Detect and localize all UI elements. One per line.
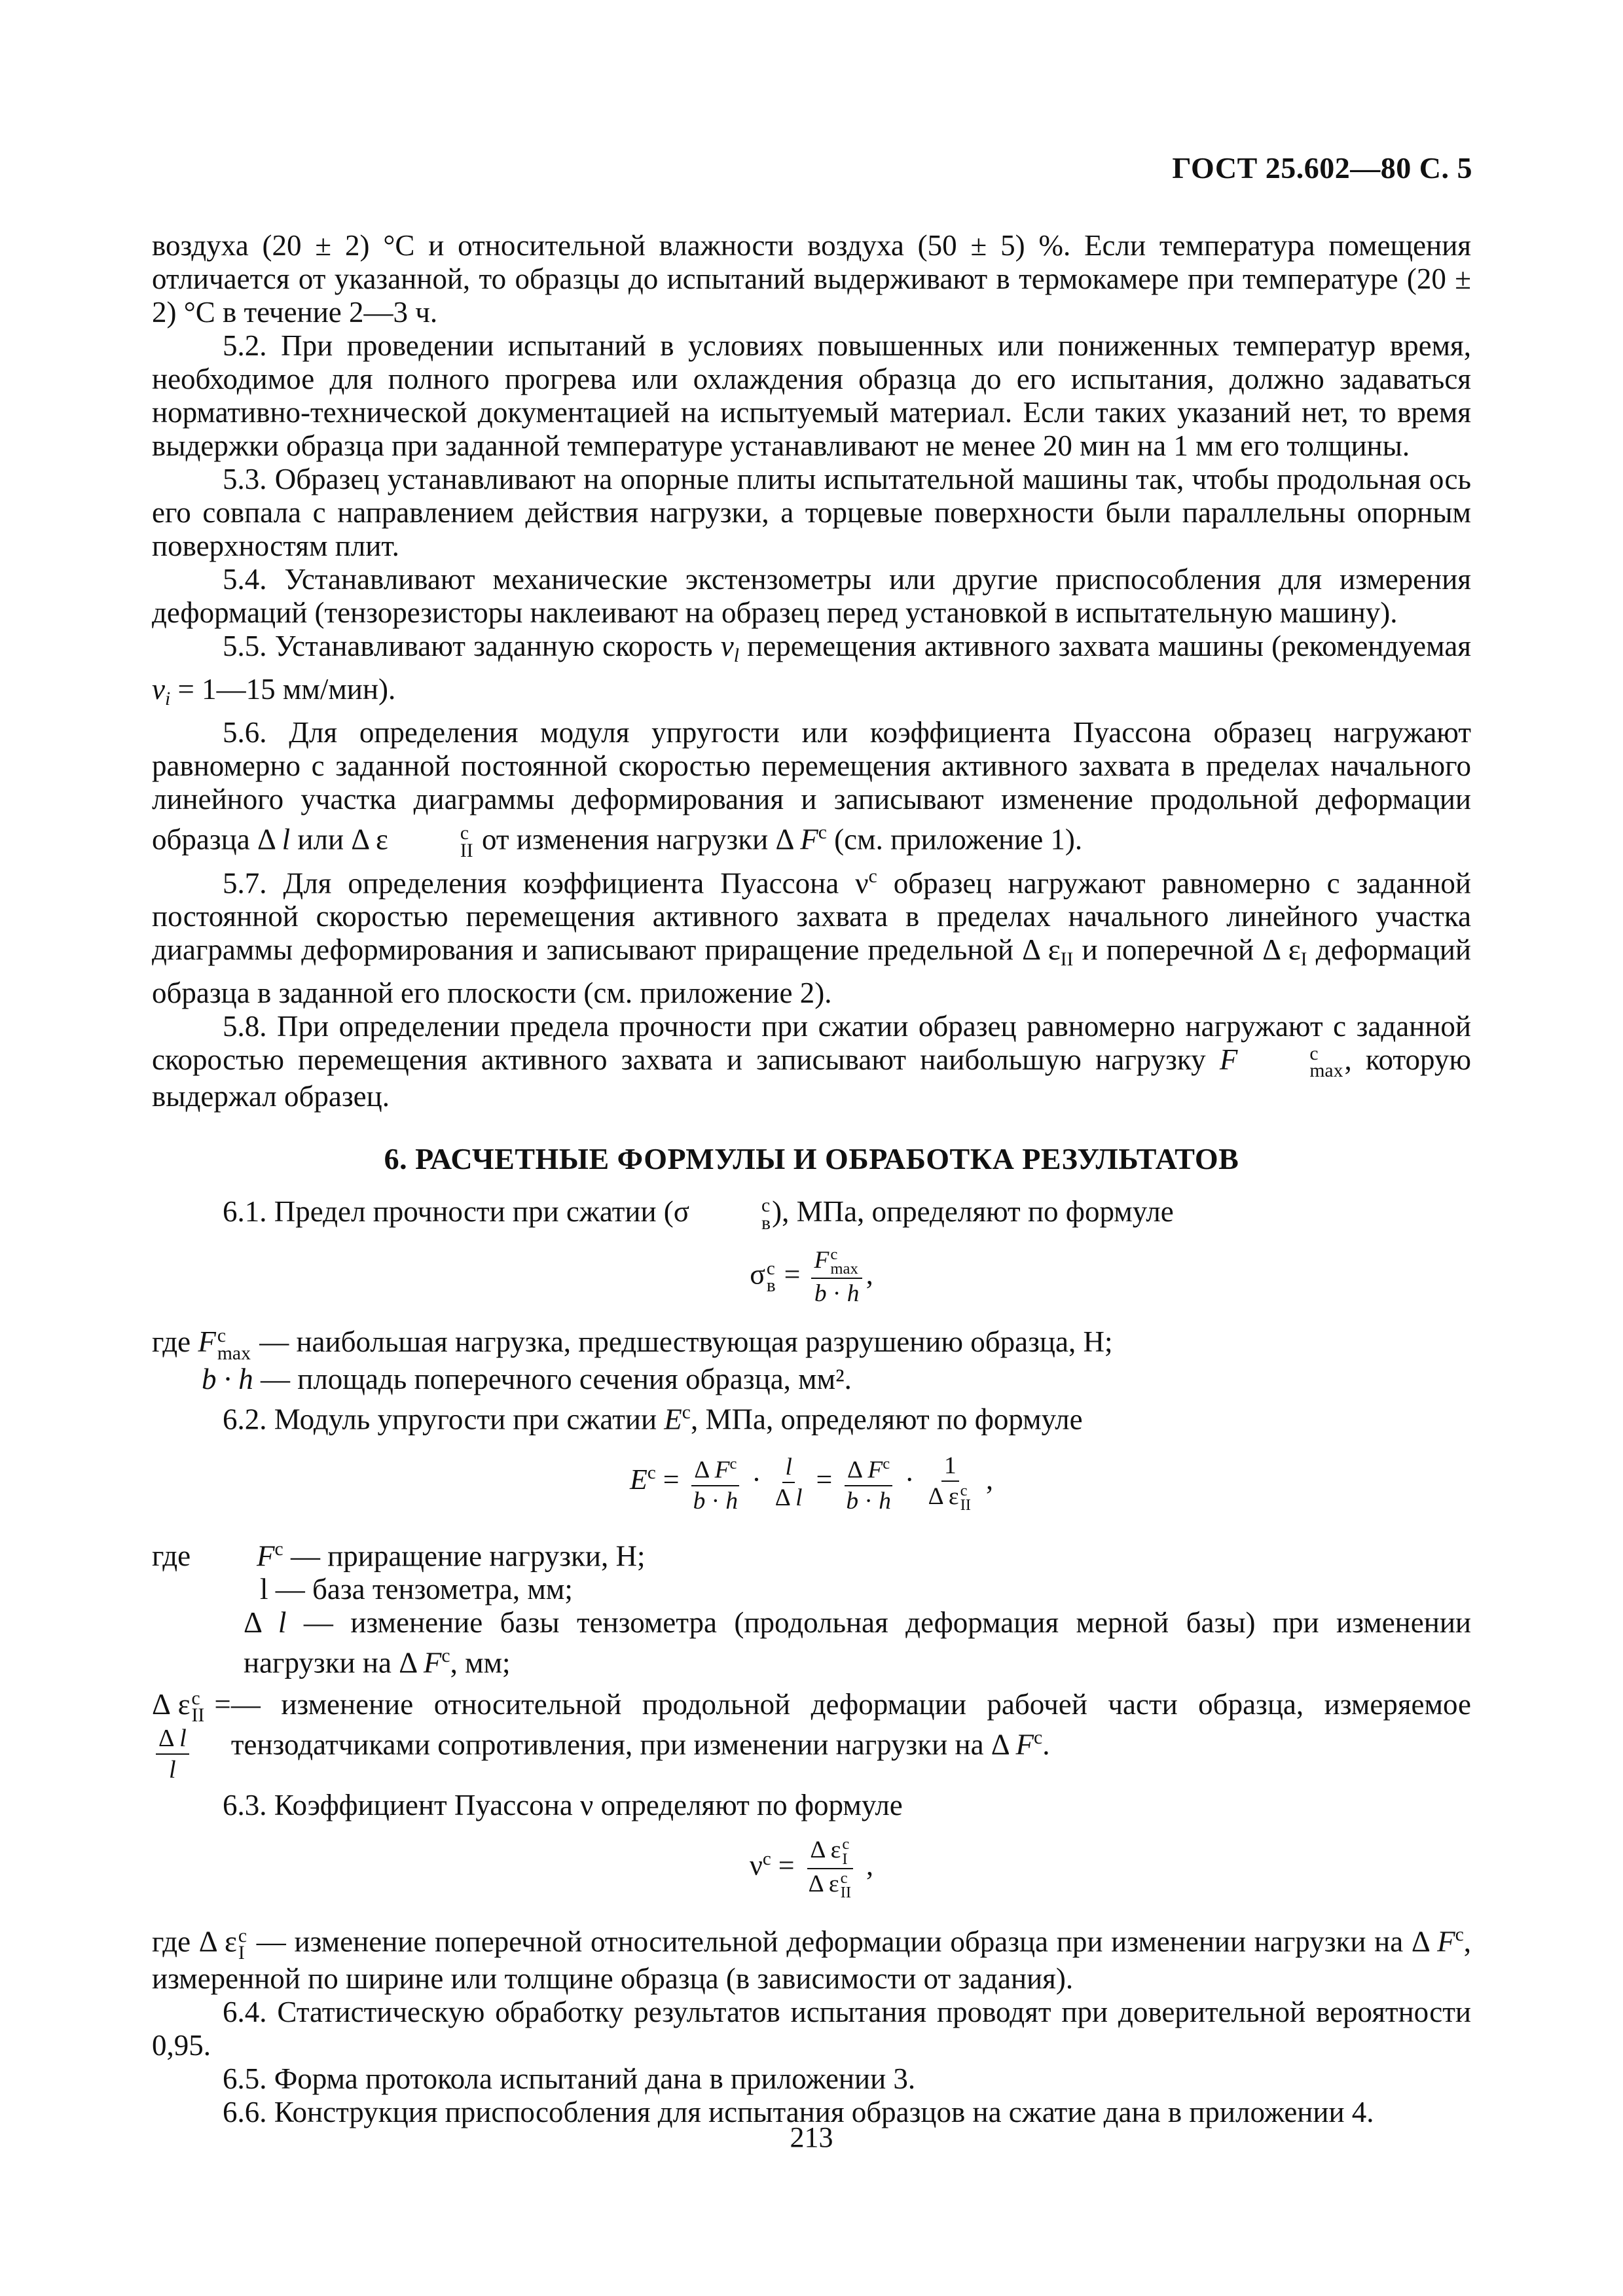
paragraph-5-4: 5.4. Устанавливают механические экстензометры или другие приспособления для измерения деформаций (тензорезисторы наклеивают на образец перед установкой в испытательную машину). [152,563,1471,629]
paragraph-6-5: 6.5. Форма протокола испытаний дана в приложении 3. [223,2062,916,2096]
page-header: ГОСТ 25.602—80 С. 5 [1172,151,1472,185]
formula-modulus: $E^c$ = $\frac{\Delta F^c}{b \cdot h}$ · $\frac{l}{\text{Δ l}}$ = $\frac{\Delta F^c}{b \cdot h}$ · 1 Δ ε c II , [152,1450,1471,1515]
page-number: 213 [790,2121,833,2153]
paragraph-6-3: 6.3. Коэффициент Пуассона ν определяют по формуле [223,1789,903,1822]
paragraph-continuation: воздуха (20 ± 2) °С и относительной влажности воздуха (50 ± 5) %. Если температура помещения отличается от указанной, то образцы до испытаний выдерживают в термокамере при температуре (20 ± 2) °С в течение 2—3 ч. [152,229,1471,329]
formula-poisson: $\nu^c$ = Δ ε c I Δ ε c II , [749,1835,874,1902]
paragraph-6-1: 6.1. Предел прочности при сжатии (σ c в ), МПа, определяют по формуле [223,1195,1174,1234]
document-body [152,229,1471,2129]
paragraph-6-4: 6.4. Статистическую обработку результатов испытания проводят при доверительной вероятности 0,95. [152,1996,1471,2062]
definition-base: l — база тензометра, мм; [260,1573,573,1606]
paragraph-5-5: 5.5. Устанавливают заданную скорость $v_l$ перемещения активного захвата машины (рекомендуемая $v_i$ = 1—15 мм/мин). [152,630,1471,709]
paragraph-5-3: 5.3. Образец устанавливают на опорные плиты испытательной машины так, чтобы продольная ось его совпала с направлением действия нагрузки, а торцевые поверхности были параллельны опорным поверхностям плит. [152,463,1471,562]
paragraph-5-2: 5.2. При проведении испытаний в условиях повышенных или пониженных температур время, необходимое для полного прогрева или охлаждения образца до его испытания, должно задаваться нормативно-технической документацией на испытуемый материал. Если таких указаний нет, то время выдержки образца при заданной температуре устанавливают не менее 20 мин на 1 мм его толщины. [152,329,1471,462]
section-title: 6. РАСЧЕТНЫЕ ФОРМУЛЫ И ОБРАБОТКА РЕЗУЛЬТАТОВ [384,1142,1239,1176]
definition-delta-eps-ii: Δ ε c II = $\frac{\text{Δ l}}{l}$ — изменение относительной продольной деформации рабочей части образца, измеряемое тензодатчиками сопротивления, при изменении нагрузки на Δ $F^c$. [152,1687,1471,1784]
definition-fc: где $F^c$ — приращение нагрузки, Н; [152,1538,646,1573]
definition-fmax: где F c max — наибольшая нагрузка, предшествующая разрушению образца, Н; [152,1325,1113,1365]
definition-delta-l: Δ l — изменение базы тензометра (продольная деформация мерной базы) при изменении нагрузки на Δ $F^c$, мм; [244,1606,1471,1679]
paragraph-5-6: 5.6. Для определения модуля упругости или коэффициента Пуассона образец нагружают равномерно с заданной постоянной скоростью перемещения активного захвата в пределах начального линейного участка диаграммы деформирования и записывают изменение продольной деформации образца Δ l или Δ ε c II от изменения нагрузки Δ $F^c$ (см. приложение 1). [152,715,1471,861]
definition-delta-eps-i: где Δ ε c I — изменение поперечной относительной деформации образца при изменении нагрузки на Δ $F^c$, измеренной по ширине или толщине образца (в зависимости от задания). [152,1924,1472,1996]
formula-strength: σ c в = F c max b · h , [750,1245,873,1308]
paragraph-5-7: 5.7. Для определения коэффициента Пуассона $\nu^c$ образец нагружают равномерно с заданной постоянной скоростью перемещения активного захвата в пределах начального линейного участка диаграммы деформирования и записывают приращение предельной Δ $\varepsilon_{II}$ и поперечной Δ $\varepsilon_I$ деформаций образца в заданной его плоскости (см. приложение 2). [152,865,1471,1009]
paragraph-5-8: 5.8. При определении предела прочности при сжатии образец равномерно нагружают с заданной скоростью перемещения активного захвата и записывают наибольшую нагрузку F c max , которую выдержал образец. [152,1009,1471,1113]
paragraph-6-2: 6.2. Модуль упругости при сжатии $E^c$, МПа, определяют по формуле [223,1401,1083,1436]
definition-area: b · h — площадь поперечного сечения образца, мм². [202,1362,852,1395]
paragraph-6-6: 6.6. Конструкция приспособления для испытания образцов на сжатие дана в приложении 4. [223,2096,1374,2129]
